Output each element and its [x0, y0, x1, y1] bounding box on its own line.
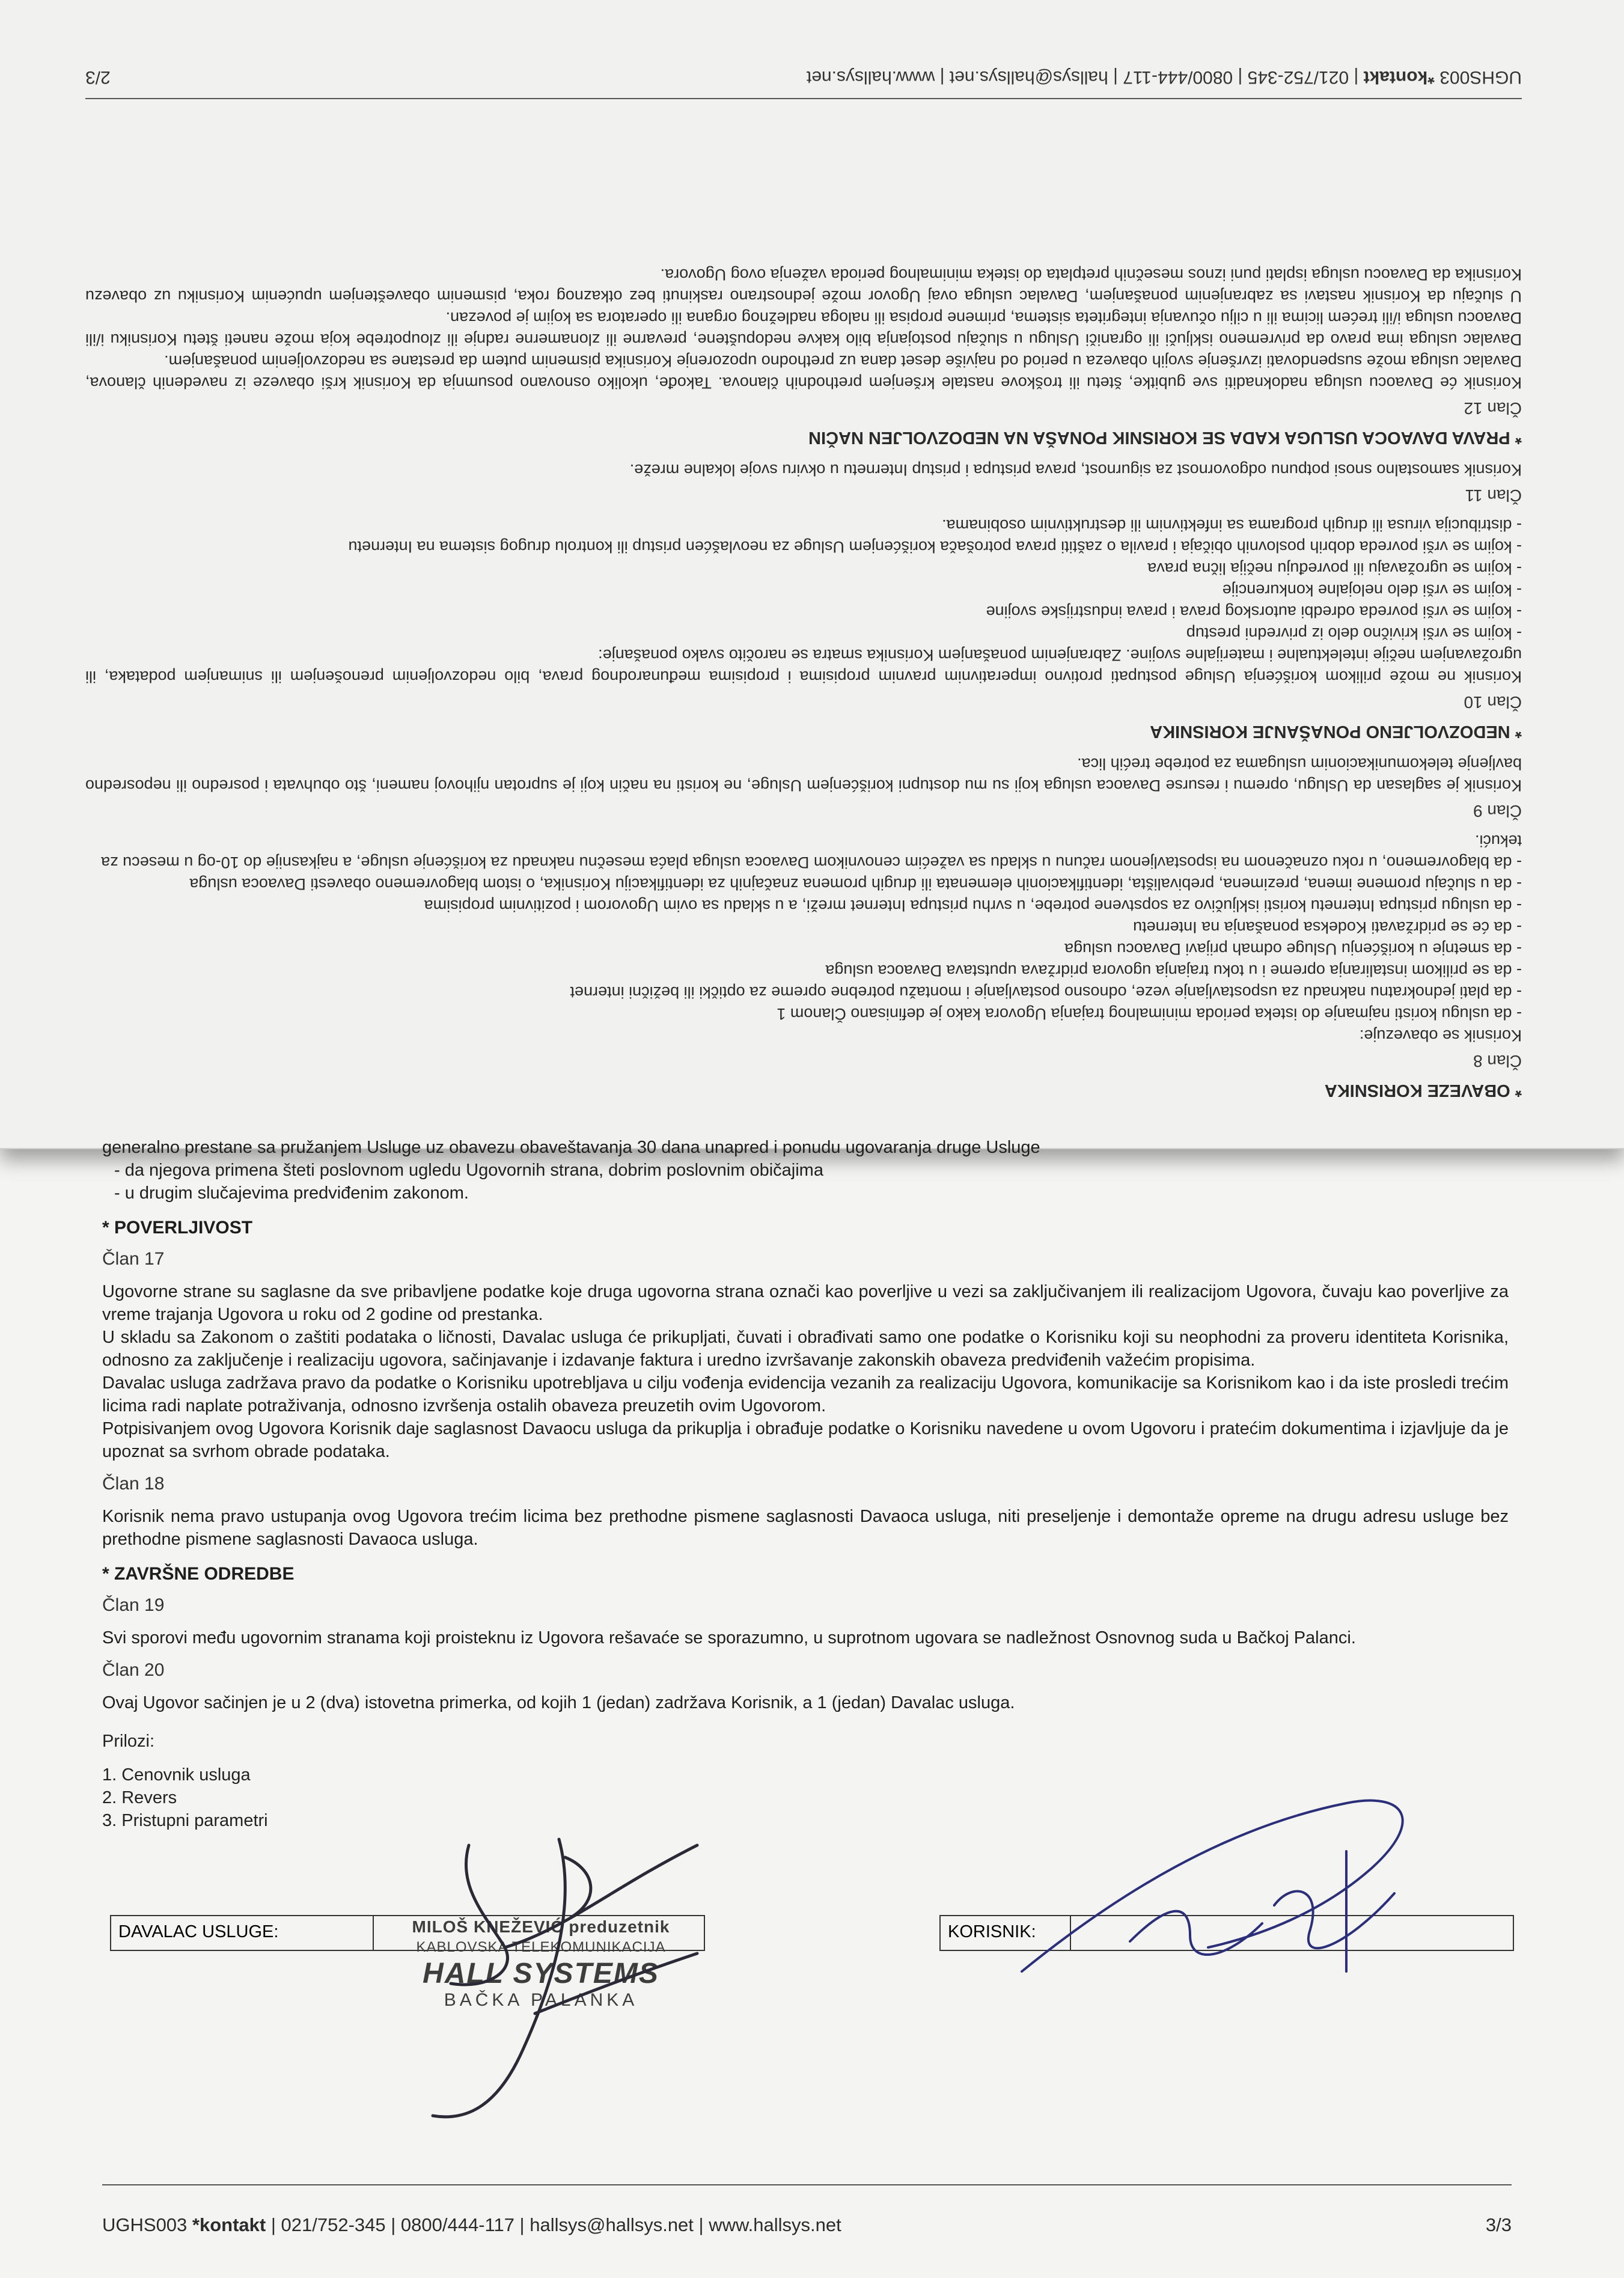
list-item: - kojim se ugrožavaju ili povređuju nečija lična prava — [1147, 560, 1522, 578]
customer-signature — [1010, 1785, 1430, 1983]
paragraph: Ovaj Ugovor sačinjen je u 2 (dva) istovetna primerka, od kojih 1 (jedan) zadržava Korisnik, a 1 (jedan) Davalac usluga. — [102, 1693, 1015, 1712]
attachments — [102, 1730, 268, 1832]
provider-signature — [415, 1833, 727, 2146]
section-heading-poverljivost: * POVERLJIVOST — [102, 1218, 253, 1238]
clan-label: Član 8 — [1473, 1052, 1522, 1070]
paragraph: Korisnik se obavezuje: — [1359, 1027, 1522, 1045]
page-3-footer — [102, 2214, 1512, 2236]
attachment-item: 1. Cenovnik usluga — [102, 1765, 251, 1785]
page-number: 3/3 — [1485, 2214, 1512, 2235]
footer-code: UGHS003 — [1439, 67, 1522, 87]
clan-18-label: Član 18 — [102, 1474, 165, 1494]
stamp-line: HALL SYSTEMS — [423, 1958, 659, 1989]
list-item: - da njegova primena šteti poslovnom ugledu Ugovornih strana, dobrim poslovnim običajima — [114, 1161, 823, 1180]
paragraph: Potpisivanjem ovog Ugovora Korisnik daje saglasnost Davaocu usluga da prikuplja i obrađuje podatke o Korisniku navedene u ovom Ugovoru i pratećim dokumentima i izjavljuje da je upoznat sa svrhom obrade podataka. — [102, 1419, 1509, 1461]
section-heading: * NEDOZVOLJENO PONAŠANJE KORISNIKA — [1150, 722, 1522, 741]
page-2-footer — [85, 67, 1522, 87]
footer-details: | 021/752-345 | 0800/444-117 | hallsys@hallsys.net | www.hallsys.net — [806, 67, 1359, 87]
list-item: - da smetnje u korišćenju Usluge odmah prijavi Davaocu usluga — [1064, 940, 1522, 958]
paragraph: Korisnik samostalno snosi potpunu odgovornost za sigurnost, prava pristupa i pristup Internetu u okviru svoje lokalne mreže. — [629, 461, 1522, 479]
page-number: 2/3 — [85, 67, 111, 87]
clan-label: Član 12 — [1464, 399, 1522, 418]
list-item: - kojim se vrši delo nelojalne konkurencije — [1222, 581, 1522, 599]
paragraph: U skladu sa Zakonom o zaštiti podataka o ličnosti, Davalac usluga će prikupljati, čuvati i obrađivati samo one podatke o Korisniku koji su neophodni za proveru identiteta Korisnika, odnosno za zaključenje i realizaciju ugovora, sačinjavanje i izdavanje faktura i uredno izvršavanje zakonskih obaveza predviđenih važećim propisima. — [102, 1328, 1509, 1370]
provider-label: DAVALAC USLUGE: — [118, 1922, 279, 1941]
section-heading: * OBAVEZE KORISNIKA — [1324, 1081, 1522, 1100]
clan-20-label: Član 20 — [102, 1660, 165, 1680]
stamp-line: MILOŠ KNEŽEVIĆ preduzetnik — [412, 1917, 670, 1936]
customer-label: KORISNIK: — [948, 1922, 1036, 1941]
list-item: generalno prestane sa pružanjem Usluge uz obavezu obaveštavanja 30 dana unapred i ponudu ugovaranja druge Usluge — [102, 1138, 1040, 1157]
paragraph: Korisnik ne može prilikom korišćenja Usluge postupati protivno imperativnim pravnim propisima i propisima međunarodnog prava, bilo nedozvoljenim prenošenjem ili snimanjem podataka, ili ugrožavanjem nečije intelektualne i materijalne svojine. Zabranjenim ponašanjem Korisnika smatra se naročito svako ponašanje: — [85, 646, 1522, 686]
list-item: - da se prilikom instaliranja opreme i u toku trajanja ugovora pridržava uputstava Davaoca usluga — [825, 962, 1522, 980]
section-heading-zavrsne: * ZAVRŠNE ODREDBE — [102, 1564, 295, 1584]
footer-kontakt: *kontakt — [192, 2214, 266, 2235]
list-item: - kojim se vrši povreda odredbi autorskog prava i prava industrijske svojine — [986, 603, 1522, 621]
list-item: - da plati jednokratnu naknadu za uspostavljanje veze, odnosno postavljanje i montažu potrebne opreme za optički ili bežični internet — [570, 983, 1522, 1001]
paragraph: Davalac usluga ima pravo da privremeno isključi ili ograniči Uslugu u slučaju postojanja bilo kakve nedopuštene, prevarne ili zlonamerne radnje ili zloupotrebe koja može naneti štetu Korisniku i/ili Davaocu usluga i/ili trećem licima ili u cilju očuvanja integriteta sistema, primene propisa ili naloga nadležnog organa ili operatora sa kojim je povezan. — [85, 309, 1522, 349]
clan-19-label: Član 19 — [102, 1595, 165, 1615]
list-item: - kojim se vrši krivično delo iz privredni prestup — [1186, 624, 1522, 643]
paragraph: U slučaju da Korisnik nastavi sa zabranjenim ponašanjem, Davalac usluga ovaj Ugovor može jednostrano raskinuti bez otkaznog roka, pismenim obaveštenjem upućenim Korisniku uz obavezu Korisnika da Davaocu usluga isplati puni iznos mesečnih pretplata do isteka minimalnog perioda važenja ovog Ugovora. — [85, 266, 1522, 305]
list-item: - u drugim slučajevima predviđenim zakonom. — [114, 1183, 469, 1203]
list-item: - distribucija virusa ili drugih programa sa infektivnim ili destruktivnim osobinama. — [942, 516, 1522, 534]
clan-17-label: Član 17 — [102, 1249, 165, 1269]
list-item: - da blagovremeno, u roku označenom na ispostavljenom računu u skladu sa važećim cenovnikom Davaoca usluga plaća mesečnu naknadu za korišćenje usluge, a najkasnije do 10-og u mesecu za tekući. — [101, 832, 1522, 872]
clan-label: Član 11 — [1465, 486, 1522, 505]
footer-details: | 021/752-345 | 0800/444-117 | hallsys@hallsys.net | www.hallsys.net — [270, 2214, 841, 2235]
paragraph: Davalac usluga zadržava pravo da podatke o Korisniku upotrebljava u cilju vođenja evidencija vezanih za realizaciju Ugovora, komunikacije sa Korisnikom kao i da iste prosledi trećim licima radi naplate potraživanja, odnosno izvršenja ostalih obaveza preuzetih ovim Ugovorom. — [102, 1373, 1509, 1415]
attachment-item: 2. Revers — [102, 1788, 177, 1807]
footer-rule — [85, 98, 1522, 99]
stamp-line: BAČKA PALANKA — [444, 1990, 638, 2010]
attachment-item: 3. Pristupni parametri — [102, 1811, 268, 1830]
paragraph: Korisnik će Davaocu usluga nadoknaditi sve gubitke, štetu ili troškove nastale kršenjem prethodnih članova. Takođe, ukoliko osnovano posumnja da Korisnik krši obaveze iz navedenih članova, Davalac usluga može suspendovati izvršenje svojih obaveza u period od najviše deset dana uz prethodno upozorenje Korisnika pismenim putem da prestane sa nedozvoljenim ponašanjem. — [85, 352, 1522, 392]
clan-label: Član 9 — [1473, 802, 1522, 820]
clan-label: Član 10 — [1464, 693, 1522, 712]
list-item: - da će se pridržavati Kodeksa ponašanja na Internetu — [1133, 918, 1522, 936]
page-3-content — [102, 1136, 1509, 1714]
list-item: - da u slučaju promene imena, prezimena, prebivališta, identifikacionih elemenata ili drugih promena značajnih za identifikaciju Korisnika, o istom blagovremeno obavesti Davaoca usluga — [189, 875, 1522, 893]
footer-rule — [102, 2184, 1512, 2185]
section-heading: * PRAVA DAVAOCA USLUGA KADA SE KORISNIK PONAŠA NA NEDOZVOLJEN NAČIN — [808, 428, 1522, 447]
paragraph: Ugovorne strane su saglasne da sve pribavljene podatke koje druga ugovorna strana označi kao poverljive u vezi sa zaključivanjem ili realizacijom Ugovora, čuvaju kao poverljive za vreme trajanja Ugovora u roku od 2 godine od prestanka. — [102, 1282, 1509, 1324]
list-item: - da uslugu koristi najmanje do isteka perioda minimalnog trajanja Ugovora kako je definisano Članom 1 — [777, 1005, 1522, 1023]
list-item: - da uslugu pristupa Internetu koristi isključivo za sopstvene potrebe, u svrhu pristupa Internet mreži, a u skladu sa ovim Ugovorom i pozitivnim propisima — [424, 897, 1522, 915]
list-item: - kojim se vrši povreda dobrih poslovnih običaja i pravila o zaštiti prava potrošača korišćenjem Usluge za neovlašćen pristup ili kontrolu drugog sistema na Internetu — [348, 538, 1522, 556]
footer-kontakt: *kontakt — [1363, 67, 1435, 87]
attachments-title: Prilozi: — [102, 1732, 155, 1751]
page-2-content — [85, 264, 1522, 1112]
paragraph: Korisnik je saglasan da Uslugu, opremu i resurse Davaoca usluga koji su mu dostupni korišćenjem Usluge, ne koristi na način koji je suprotan njihovoj nameni, što obuhvata i posredno ili neposredno bavljenje telekomunikacionim uslugama za potrebe trećih lica. — [85, 755, 1522, 795]
paragraph: Svi sporovi među ugovornim stranama koji proisteknu iz Ugovora rešavaće se sporazumno, u suprotnom ugovara se nadležnost Osnovnog suda u Bačkoj Palanci. — [102, 1628, 1356, 1647]
footer-code: UGHS003 — [102, 2214, 188, 2235]
stamp-line: KABLOVSKA TELEKOMUNIKACIJA — [416, 1939, 666, 1955]
paragraph: Korisnik nema pravo ustupanja ovog Ugovora trećim licima bez prethodne pismene saglasnosti Davaoca usluga, niti preseljenje i demontaže opreme na drugu adresu usluge bez prethodne pismene saglasnosti Davaoca usluga. — [102, 1507, 1509, 1549]
